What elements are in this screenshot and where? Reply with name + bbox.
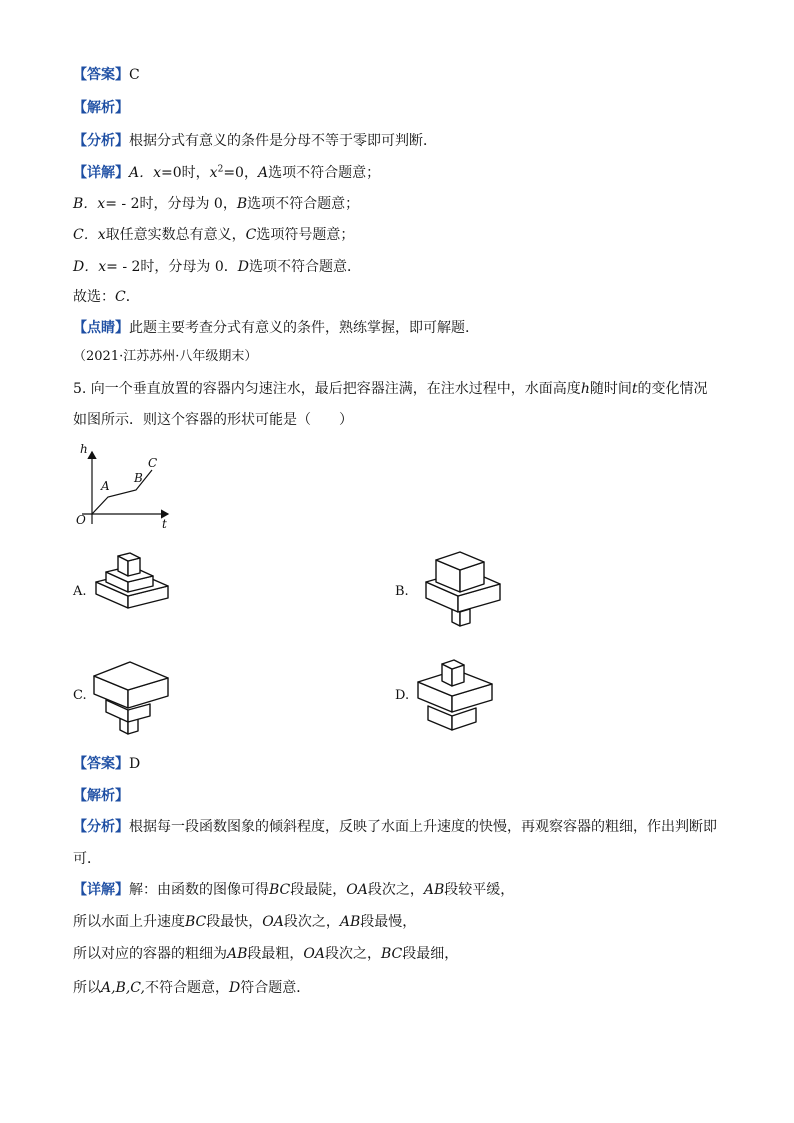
answer-line	[73, 66, 140, 84]
detail-c-end: 选项符号题意；	[256, 227, 355, 243]
block-small	[118, 553, 140, 576]
q5-d2-d: 段最慢，	[360, 914, 417, 930]
detail-d-mid: = - 2时，分母为 0．	[106, 259, 238, 275]
detail-b-end: 选项不符合题意；	[247, 196, 360, 212]
q5-d3-bc: BC	[381, 946, 403, 962]
water-height-graph	[70, 440, 180, 530]
q5-d2-ab: AB	[339, 914, 361, 930]
dianjing-line	[73, 319, 469, 337]
q5-detail-line-3	[73, 945, 458, 963]
q5-d2-c: 段次之，	[283, 914, 340, 930]
block-large	[94, 662, 168, 708]
q5-analysis-tag: 【解析】	[73, 788, 129, 804]
guxuan-end: ．	[125, 289, 140, 305]
option-a-container-figure	[90, 548, 175, 608]
guxuan-prefix: 故选：	[73, 289, 115, 305]
q5-detail-line-2	[73, 913, 416, 931]
q5-d4-c: 符合题意．	[240, 980, 311, 996]
q5-d2-oa: OA	[262, 914, 284, 930]
q5-detail-line-1	[73, 881, 514, 899]
option-a-label: A.	[73, 584, 87, 599]
detail-d-end: 选项不符合题意．	[249, 259, 362, 275]
q5-fenxi-line-2: 可．	[73, 851, 101, 867]
q5-d2-a: 所以水面上升速度	[73, 914, 185, 930]
q5-d3-a: 所以对应的容器的粗细为	[73, 946, 227, 962]
detail-c-mid: 取任意实数总有意义，	[105, 227, 246, 243]
graph-point-b: B	[134, 471, 143, 485]
q5-analysis-line	[73, 787, 129, 805]
q5-d2-b: 段最快，	[206, 914, 263, 930]
q5-line1-h: h	[580, 381, 590, 397]
graph-x-label: t	[162, 517, 167, 531]
q5-d1-a: 解：由函数的图像可得	[129, 882, 269, 898]
guxuan-line	[73, 288, 140, 306]
q5-d3-c: 段次之，	[325, 946, 381, 962]
detail-a-x: x	[153, 165, 162, 181]
dianjing-tag: 【点睛】	[73, 320, 129, 336]
detail-a-opt: A．	[129, 165, 154, 181]
q5-d1-d: 段较平缓，	[444, 882, 515, 898]
graph-origin-label: O	[76, 513, 86, 527]
answer-value: C	[129, 67, 140, 83]
q5-fenxi-line-1	[73, 818, 717, 836]
detail-a-letter: A	[257, 165, 269, 181]
fenxi-text: 根据分式有意义的条件是分母不等于零即可判断．	[129, 133, 437, 149]
q5-answer-tag: 【答案】	[73, 756, 129, 772]
fenxi-line	[73, 132, 437, 150]
q5-d4-a: 所以	[73, 980, 101, 996]
q5-line1-b: 随时间	[589, 381, 632, 397]
detail-a-sup: 2	[217, 164, 224, 175]
q5-fenxi-tag: 【分析】	[73, 819, 129, 835]
question-line-2: 如图所示．则这个容器的形状可能是（ ）	[73, 412, 353, 428]
detail-c-letter: C	[245, 227, 257, 243]
q5-d3-b: 段最粗，	[247, 946, 304, 962]
detail-line-b	[73, 195, 359, 213]
analysis-tag: 【解析】	[73, 100, 129, 116]
q5-d1-oa: OA	[346, 882, 368, 898]
q5-line1-c: 的变化情况	[637, 381, 708, 397]
detail-c-x: x	[97, 227, 106, 243]
guxuan-letter: C	[115, 289, 126, 305]
option-d-label: D.	[395, 688, 410, 703]
fenxi-tag: 【分析】	[73, 133, 129, 149]
detail-c-opt: C．	[73, 227, 98, 243]
detail-line-d	[73, 258, 361, 276]
dianjing-text: 此题主要考查分式有意义的条件，熟练掌握，即可解题.	[129, 320, 470, 336]
detail-b-opt: B．	[73, 196, 98, 212]
graph-point-c: C	[148, 456, 158, 470]
detail-line-c	[73, 226, 354, 244]
detail-b-letter: B	[236, 196, 248, 212]
question-line-1	[73, 380, 707, 398]
detail-d-opt: D．	[73, 259, 99, 275]
q5-detail-line-4	[73, 979, 310, 997]
q5-line1-a: 5. 向一个垂直放置的容器内匀速注水，最后把容器注满，在注水过程中，水面高度	[73, 381, 581, 397]
q5-d4-b: 不符合题意，	[144, 980, 229, 996]
option-b-container-figure	[422, 546, 507, 630]
question-source: （2021·江苏苏州·八年级期末）	[73, 349, 258, 364]
detail-d-letter: D	[237, 259, 250, 275]
option-b-label: B.	[395, 584, 409, 599]
analysis-line	[73, 99, 129, 117]
option-c-container-figure	[90, 656, 175, 736]
q5-fenxi-text-1: 根据每一段函数图象的倾斜程度，反映了水面上升速度的快慢，再观察容器的粗细，作出判断即	[129, 819, 717, 835]
detail-d-x: x	[98, 259, 107, 275]
q5-d2-bc: BC	[185, 914, 207, 930]
q5-answer-value: D	[129, 756, 141, 772]
detail-line-a	[73, 164, 380, 182]
option-c-label: C.	[73, 688, 87, 703]
q5-d1-ab: AB	[423, 882, 445, 898]
detail-a-end: 选项不符合题意；	[268, 165, 381, 181]
detail-tag: 【详解】	[73, 165, 129, 181]
graph-y-label: h	[80, 442, 88, 456]
q5-d4-d-letter: D	[228, 980, 241, 996]
q5-d3-d: 段最细，	[402, 946, 459, 962]
option-d-container-figure	[414, 656, 499, 736]
q5-detail-tag: 【详解】	[73, 882, 129, 898]
detail-a-x2: x	[209, 165, 218, 181]
q5-d1-c: 段次之，	[367, 882, 424, 898]
detail-a-mid2: =0，	[223, 165, 258, 181]
detail-b-mid: = - 2时，分母为 0，	[105, 196, 237, 212]
q5-d4-abc: A,B,C,	[101, 980, 145, 996]
detail-b-x: x	[97, 196, 106, 212]
detail-a-mid1: =0时，	[161, 165, 210, 181]
q5-answer-line	[73, 755, 140, 773]
q5-line1-t: t	[631, 381, 638, 397]
q5-d3-ab: AB	[227, 946, 248, 962]
answer-tag: 【答案】	[73, 67, 129, 83]
q5-d1-b: 段最陡，	[290, 882, 347, 898]
q5-d3-oa: OA	[303, 946, 325, 962]
q5-d1-bc: BC	[269, 882, 291, 898]
graph-point-a: A	[101, 479, 110, 493]
block-small	[442, 660, 464, 686]
